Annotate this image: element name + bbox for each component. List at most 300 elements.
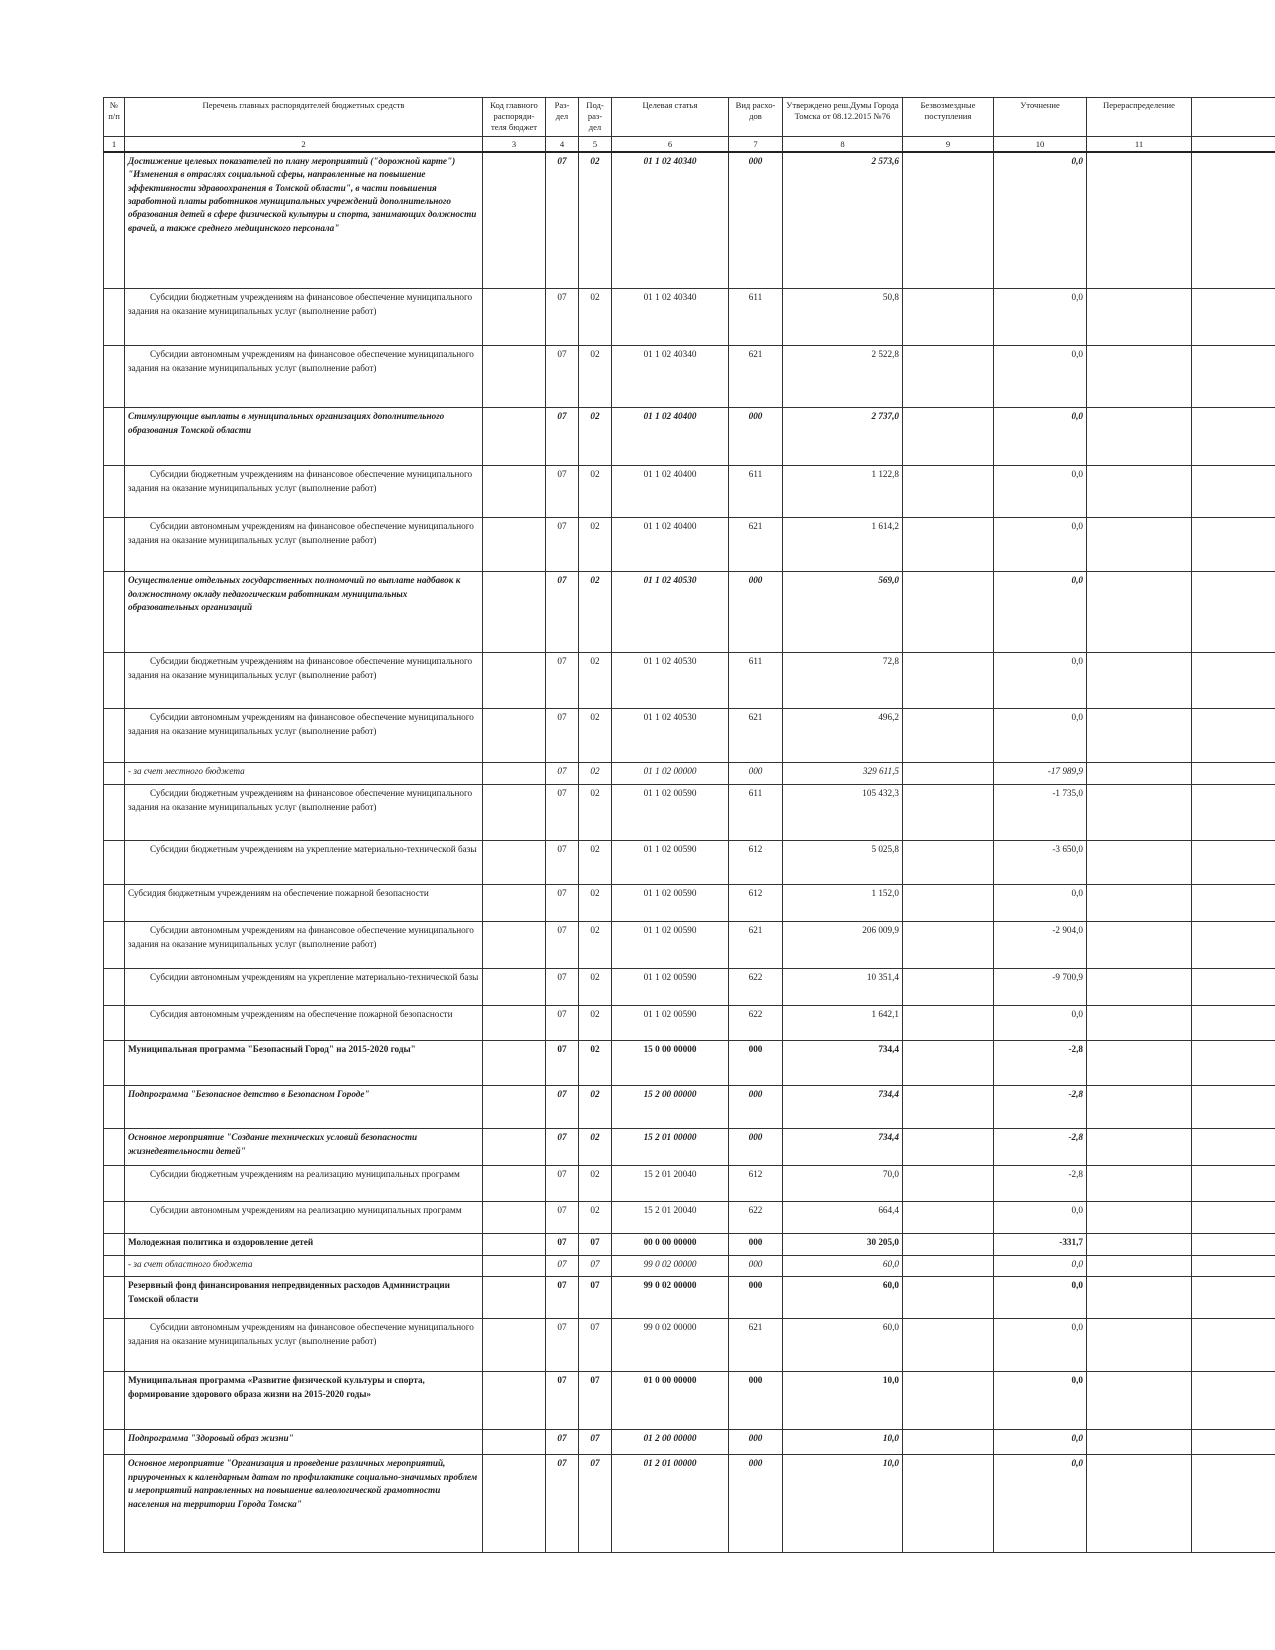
razdel: 07 [546,1166,579,1202]
gl-code [483,466,546,518]
grants [903,885,994,922]
gl-code [483,1166,546,1202]
target-article: 15 2 00 00000 [612,1086,729,1129]
table-row [104,1277,1275,1319]
expense-type: 622 [729,969,783,1006]
row-number [104,1166,125,1202]
target-article: 01 1 02 40400 [612,518,729,572]
column-number: 7 [729,136,783,152]
row-number [104,1256,125,1277]
redistribution [1087,709,1192,763]
row-number [104,518,125,572]
redistribution [1087,653,1192,709]
row-number [104,1006,125,1041]
gl-code [483,922,546,969]
row-number [104,1234,125,1256]
approved-amount: 60,0 [783,1319,903,1372]
podrazdel: 02 [579,763,612,785]
extra [1192,922,1275,969]
row-name: Субсидии автономным учреждениям на финансовое обеспечение муниципального задания на оказание муниципальных услуг (выполнение работ) [125,922,483,969]
redistribution [1087,1372,1192,1430]
expense-type: 612 [729,885,783,922]
header-cell: Целевая статья [612,98,729,137]
extra [1192,709,1275,763]
table-row [104,969,1275,1006]
redistribution [1087,289,1192,346]
target-article: 15 0 00 00000 [612,1041,729,1086]
podrazdel: 02 [579,922,612,969]
clarification: 0,0 [994,653,1087,709]
row-number [104,1455,125,1553]
podrazdel: 02 [579,653,612,709]
row-name: Субсидия автономным учреждениям на обеспечение пожарной безопасности [125,1006,483,1041]
target-article: 01 1 02 40340 [612,346,729,408]
podrazdel: 07 [579,1372,612,1430]
header-cell: Раз-дел [546,98,579,137]
target-article: 00 0 00 00000 [612,1234,729,1256]
razdel: 07 [546,709,579,763]
razdel: 07 [546,408,579,466]
redistribution [1087,969,1192,1006]
table-row [104,709,1275,763]
grants [903,152,994,289]
grants [903,1430,994,1455]
row-number [104,841,125,885]
row-name: Осуществление отдельных государственных полномочий по выплате надбавок к должностному окладу педагогическим работникам муниципальных образовательных организаций [125,572,483,653]
expense-type: 621 [729,922,783,969]
table-row [104,1129,1275,1166]
approved-amount: 10,0 [783,1455,903,1553]
gl-code [483,408,546,466]
extra [1192,763,1275,785]
gl-code [483,763,546,785]
extra [1192,1277,1275,1319]
redistribution [1087,572,1192,653]
razdel: 07 [546,1202,579,1234]
expense-type: 000 [729,572,783,653]
row-name: Субсидии бюджетным учреждениям на финансовое обеспечение муниципального задания на оказание муниципальных услуг (выполнение работ) [125,466,483,518]
row-number [104,922,125,969]
approved-amount: 70,0 [783,1166,903,1202]
grants [903,346,994,408]
table-row [104,1006,1275,1041]
approved-amount: 1 642,1 [783,1006,903,1041]
row-number [104,572,125,653]
table-row [104,1086,1275,1129]
razdel: 07 [546,1430,579,1455]
target-article: 01 1 02 00590 [612,969,729,1006]
row-number [104,1277,125,1319]
expense-type: 622 [729,1006,783,1041]
approved-amount: 569,0 [783,572,903,653]
razdel: 07 [546,1372,579,1430]
grants [903,922,994,969]
redistribution [1087,1041,1192,1086]
razdel: 07 [546,346,579,408]
target-article: 01 2 00 00000 [612,1430,729,1455]
podrazdel: 02 [579,518,612,572]
table-row [104,152,1275,289]
expense-type: 000 [729,1256,783,1277]
gl-code [483,152,546,289]
podrazdel: 07 [579,1234,612,1256]
target-article: 01 1 02 40530 [612,572,729,653]
header-cell: № п/п [104,98,125,137]
podrazdel: 02 [579,885,612,922]
extra [1192,1455,1275,1553]
extra [1192,1372,1275,1430]
approved-amount: 105 432,3 [783,785,903,841]
grants [903,1166,994,1202]
approved-amount: 5 025,8 [783,841,903,885]
approved-amount: 50,8 [783,289,903,346]
budget-table [103,97,1275,1553]
redistribution [1087,1455,1192,1553]
grants [903,841,994,885]
target-article: 01 1 02 40530 [612,709,729,763]
row-number [104,346,125,408]
grants [903,1256,994,1277]
table-row [104,1256,1275,1277]
podrazdel: 02 [579,1166,612,1202]
target-article: 01 1 02 00590 [612,785,729,841]
approved-amount: 734,4 [783,1129,903,1166]
expense-type: 000 [729,1455,783,1553]
extra [1192,1166,1275,1202]
approved-amount: 60,0 [783,1256,903,1277]
clarification: 0,0 [994,408,1087,466]
razdel: 07 [546,785,579,841]
podrazdel: 07 [579,1430,612,1455]
header-row [104,98,1275,137]
column-number: 9 [903,136,994,152]
table-row [104,841,1275,885]
extra [1192,518,1275,572]
redistribution [1087,1086,1192,1129]
gl-code [483,1006,546,1041]
approved-amount: 10,0 [783,1430,903,1455]
row-name: Субсидии автономным учреждениям на финансовое обеспечение муниципального задания на оказание муниципальных услуг (выполнение работ) [125,1319,483,1372]
redistribution [1087,763,1192,785]
row-name: - за счет областного бюджета [125,1256,483,1277]
expense-type: 622 [729,1202,783,1234]
razdel: 07 [546,572,579,653]
row-name: Субсидии автономным учреждениям на укрепление материально-технической базы [125,969,483,1006]
clarification: -2,8 [994,1166,1087,1202]
extra [1192,408,1275,466]
expense-type: 611 [729,289,783,346]
table-row [104,653,1275,709]
clarification: -3 650,0 [994,841,1087,885]
razdel: 07 [546,1041,579,1086]
target-article: 01 1 02 00590 [612,841,729,885]
target-article: 01 1 02 40400 [612,466,729,518]
expense-type: 000 [729,152,783,289]
approved-amount: 1 152,0 [783,885,903,922]
grants [903,408,994,466]
row-name: Субсидии бюджетным учреждениям на финансовое обеспечение муниципального задания на оказание муниципальных услуг (выполнение работ) [125,785,483,841]
row-name: Подпрограмма "Здоровый образ жизни" [125,1430,483,1455]
redistribution [1087,1202,1192,1234]
extra [1192,1202,1275,1234]
table-row [104,1234,1275,1256]
expense-type: 611 [729,785,783,841]
row-number [104,289,125,346]
clarification: 0,0 [994,152,1087,289]
gl-code [483,1319,546,1372]
expense-type: 000 [729,1086,783,1129]
extra [1192,466,1275,518]
redistribution [1087,1166,1192,1202]
clarification: 0,0 [994,709,1087,763]
podrazdel: 02 [579,408,612,466]
gl-code [483,785,546,841]
gl-code [483,572,546,653]
podrazdel: 02 [579,709,612,763]
clarification: -2 904,0 [994,922,1087,969]
table-row [104,518,1275,572]
razdel: 07 [546,1129,579,1166]
row-name: Подпрограмма "Безопасное детство в Безопасном Городе" [125,1086,483,1129]
table-row [104,885,1275,922]
gl-code [483,653,546,709]
target-article: 01 1 02 00590 [612,885,729,922]
grants [903,1372,994,1430]
row-name: Субсидии бюджетным учреждениям на финансовое обеспечение муниципального задания на оказание муниципальных услуг (выполнение работ) [125,289,483,346]
extra [1192,1319,1275,1372]
gl-code [483,346,546,408]
row-name: Субсидии автономным учреждениям на финансовое обеспечение муниципального задания на оказание муниципальных услуг (выполнение работ) [125,518,483,572]
column-number: 5 [579,136,612,152]
approved-amount: 496,2 [783,709,903,763]
target-article: 01 0 00 00000 [612,1372,729,1430]
target-article: 01 1 02 00590 [612,922,729,969]
row-name: Субсидии автономным учреждениям на реализацию муниципальных программ [125,1202,483,1234]
razdel: 07 [546,885,579,922]
approved-amount: 329 611,5 [783,763,903,785]
expense-type: 000 [729,408,783,466]
row-number [104,1372,125,1430]
row-number [104,1430,125,1455]
row-name: Основное мероприятие "Создание технических условий безопасности жизнедеятельности детей" [125,1129,483,1166]
header-cell: Перечень главных распорядителей бюджетных средств [125,98,483,137]
target-article: 01 1 02 40530 [612,653,729,709]
razdel: 07 [546,1277,579,1319]
razdel: 07 [546,841,579,885]
grants [903,289,994,346]
approved-amount: 206 009,9 [783,922,903,969]
target-article: 15 2 01 20040 [612,1202,729,1234]
grants [903,1086,994,1129]
extra [1192,1256,1275,1277]
table-body [104,152,1275,1553]
target-article: 01 1 02 40400 [612,408,729,466]
table-row [104,1041,1275,1086]
table-row [104,408,1275,466]
clarification: 0,0 [994,1430,1087,1455]
extra [1192,289,1275,346]
gl-code [483,885,546,922]
podrazdel: 02 [579,1202,612,1234]
redistribution [1087,1006,1192,1041]
expense-type: 621 [729,709,783,763]
podrazdel: 07 [579,1277,612,1319]
approved-amount: 664,4 [783,1202,903,1234]
redistribution [1087,346,1192,408]
redistribution [1087,152,1192,289]
grants [903,653,994,709]
row-number [104,653,125,709]
gl-code [483,518,546,572]
grants [903,518,994,572]
row-name: Основное мероприятие "Организация и проведение различных мероприятий, приуроченных к календарным датам по профилактике социально-значимых проблем и мероприятий направленных на повышение валеологической грамотности населения на территории Города Томска" [125,1455,483,1553]
podrazdel: 02 [579,1086,612,1129]
column-number: 6 [612,136,729,152]
razdel: 07 [546,1234,579,1256]
gl-code [483,1234,546,1256]
clarification: 0,0 [994,289,1087,346]
header-cell [1192,98,1275,137]
grants [903,1455,994,1553]
table-row [104,572,1275,653]
clarification: 0,0 [994,1277,1087,1319]
header-cell: Утверждено реш.Думы Города Томска от 08.12.2015 №76 [783,98,903,137]
expense-type: 621 [729,346,783,408]
row-number [104,152,125,289]
grants [903,969,994,1006]
extra [1192,969,1275,1006]
expense-type: 000 [729,1277,783,1319]
extra [1192,1129,1275,1166]
podrazdel: 02 [579,152,612,289]
row-number [104,1129,125,1166]
approved-amount: 72,8 [783,653,903,709]
grants [903,1277,994,1319]
table-row [104,289,1275,346]
razdel: 07 [546,969,579,1006]
target-article: 01 1 02 00000 [612,763,729,785]
table-row [104,785,1275,841]
expense-type: 611 [729,466,783,518]
razdel: 07 [546,922,579,969]
row-name: Молодежная политика и оздоровление детей [125,1234,483,1256]
header-cell: Перераспределение [1087,98,1192,137]
podrazdel: 02 [579,785,612,841]
approved-amount: 1 122,8 [783,466,903,518]
row-name: Субсидия бюджетным учреждениям на обеспечение пожарной безопасности [125,885,483,922]
header-cell: Код главного распоряди-теля бюджет [483,98,546,137]
approved-amount: 2 737,0 [783,408,903,466]
gl-code [483,1372,546,1430]
target-article: 15 2 01 20040 [612,1166,729,1202]
expense-type: 611 [729,653,783,709]
extra [1192,841,1275,885]
row-number [104,408,125,466]
header-cell: Под-раз-дел [579,98,612,137]
gl-code [483,289,546,346]
approved-amount: 10,0 [783,1372,903,1430]
expense-type: 612 [729,1166,783,1202]
approved-amount: 2 573,6 [783,152,903,289]
podrazdel: 07 [579,1319,612,1372]
clarification: -9 700,9 [994,969,1087,1006]
row-number [104,1041,125,1086]
clarification: -2,8 [994,1086,1087,1129]
gl-code [483,841,546,885]
table-row [104,763,1275,785]
gl-code [483,709,546,763]
approved-amount: 734,4 [783,1041,903,1086]
clarification: 0,0 [994,1455,1087,1553]
grants [903,785,994,841]
clarification: 0,0 [994,885,1087,922]
grants [903,1319,994,1372]
row-name: - за счет местного бюджета [125,763,483,785]
clarification: 0,0 [994,1202,1087,1234]
expense-type: 000 [729,1129,783,1166]
clarification: 0,0 [994,1006,1087,1041]
target-article: 01 1 02 40340 [612,289,729,346]
redistribution [1087,1277,1192,1319]
extra [1192,785,1275,841]
column-number [1192,136,1275,152]
razdel: 07 [546,1086,579,1129]
extra [1192,885,1275,922]
clarification: -2,8 [994,1041,1087,1086]
row-number [104,969,125,1006]
column-number: 3 [483,136,546,152]
grants [903,709,994,763]
redistribution [1087,408,1192,466]
razdel: 07 [546,1319,579,1372]
redistribution [1087,885,1192,922]
podrazdel: 02 [579,466,612,518]
expense-type: 000 [729,1372,783,1430]
extra [1192,1234,1275,1256]
table-row [104,346,1275,408]
table-row [104,922,1275,969]
extra [1192,572,1275,653]
table-row [104,466,1275,518]
redistribution [1087,1129,1192,1166]
podrazdel: 02 [579,1041,612,1086]
approved-amount: 1 614,2 [783,518,903,572]
table-row [104,1319,1275,1372]
grants [903,466,994,518]
column-number: 10 [994,136,1087,152]
column-number: 2 [125,136,483,152]
header-cell: Вид расхо-дов [729,98,783,137]
gl-code [483,1129,546,1166]
approved-amount: 2 522,8 [783,346,903,408]
expense-type: 621 [729,518,783,572]
gl-code [483,1256,546,1277]
row-name: Субсидии бюджетным учреждениям на финансовое обеспечение муниципального задания на оказание муниципальных услуг (выполнение работ) [125,653,483,709]
expense-type: 000 [729,1234,783,1256]
target-article: 01 1 02 00590 [612,1006,729,1041]
column-number: 1 [104,136,125,152]
target-article: 01 2 01 00000 [612,1455,729,1553]
extra [1192,1086,1275,1129]
gl-code [483,1041,546,1086]
extra [1192,1041,1275,1086]
razdel: 07 [546,1006,579,1041]
row-number [104,785,125,841]
expense-type: 621 [729,1319,783,1372]
expense-type: 000 [729,1041,783,1086]
header-cell: Безвозмездные поступления [903,98,994,137]
row-number [104,466,125,518]
